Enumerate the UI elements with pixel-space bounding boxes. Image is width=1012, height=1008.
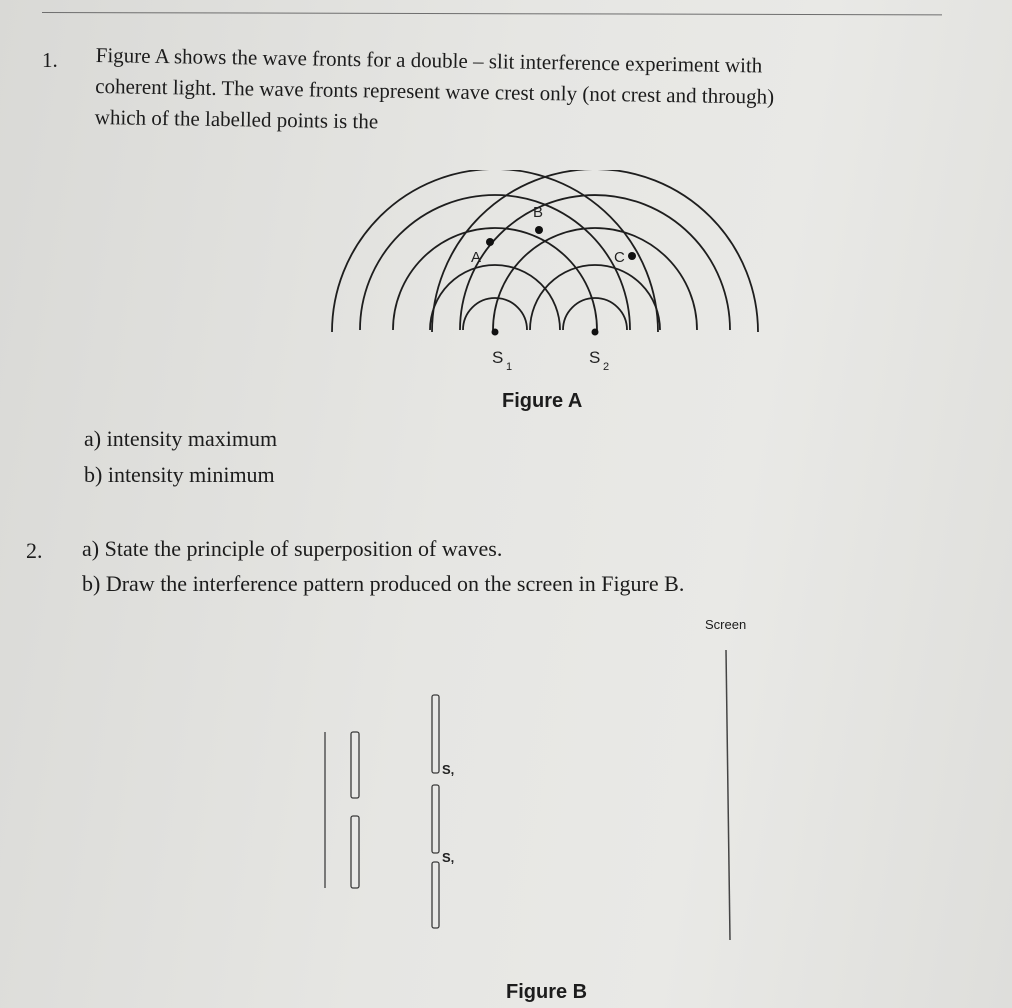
point-b-dot xyxy=(535,226,543,234)
point-c-label: C xyxy=(614,249,625,266)
question-2-part-b: b) Draw the interference pattern produced on the screen in Figure B. xyxy=(82,571,685,596)
double-slit-barrier xyxy=(432,695,439,928)
question-1-line-3: which of the labelled points is the xyxy=(94,104,379,134)
option-a: a) intensity maximum xyxy=(84,426,278,451)
screen-label: Screen xyxy=(705,617,747,632)
slit-s2-label: S, xyxy=(442,850,455,865)
question-1-number: 1. xyxy=(42,48,58,72)
source-s2-subscript: 2 xyxy=(603,361,610,373)
figure-a-diagram xyxy=(320,170,770,420)
question-1-text xyxy=(95,40,775,144)
point-a-label: A xyxy=(471,249,482,266)
slit-s1-label: S, xyxy=(442,762,455,777)
top-rule xyxy=(42,12,942,15)
point-b-label: B xyxy=(533,204,544,221)
point-a-dot xyxy=(486,238,494,246)
source-s2-label: S xyxy=(589,348,601,367)
source-s1-subscript: 1 xyxy=(506,361,513,373)
figure-b-diagram xyxy=(310,640,750,950)
figure-b-caption: Figure B xyxy=(506,981,588,1003)
source-s1-label: S xyxy=(492,348,504,367)
screen-line xyxy=(726,650,730,940)
question-1-line-2: coherent light. The wave fronts represent wave crest only (not crest and through) xyxy=(95,73,775,109)
source-s2-dot xyxy=(592,329,599,336)
source-s1-dot xyxy=(492,329,499,336)
point-c-dot xyxy=(628,252,636,260)
option-b: b) intensity minimum xyxy=(84,462,275,487)
figure-a-caption: Figure A xyxy=(502,390,583,412)
question-2-part-a: a) State the principle of superposition of waves. xyxy=(82,536,503,561)
question-1-line-1: Figure A shows the wave fronts for a double – slit interference experiment with xyxy=(95,42,763,78)
question-2-number: 2. xyxy=(26,538,43,563)
single-slit-barrier xyxy=(351,732,359,888)
